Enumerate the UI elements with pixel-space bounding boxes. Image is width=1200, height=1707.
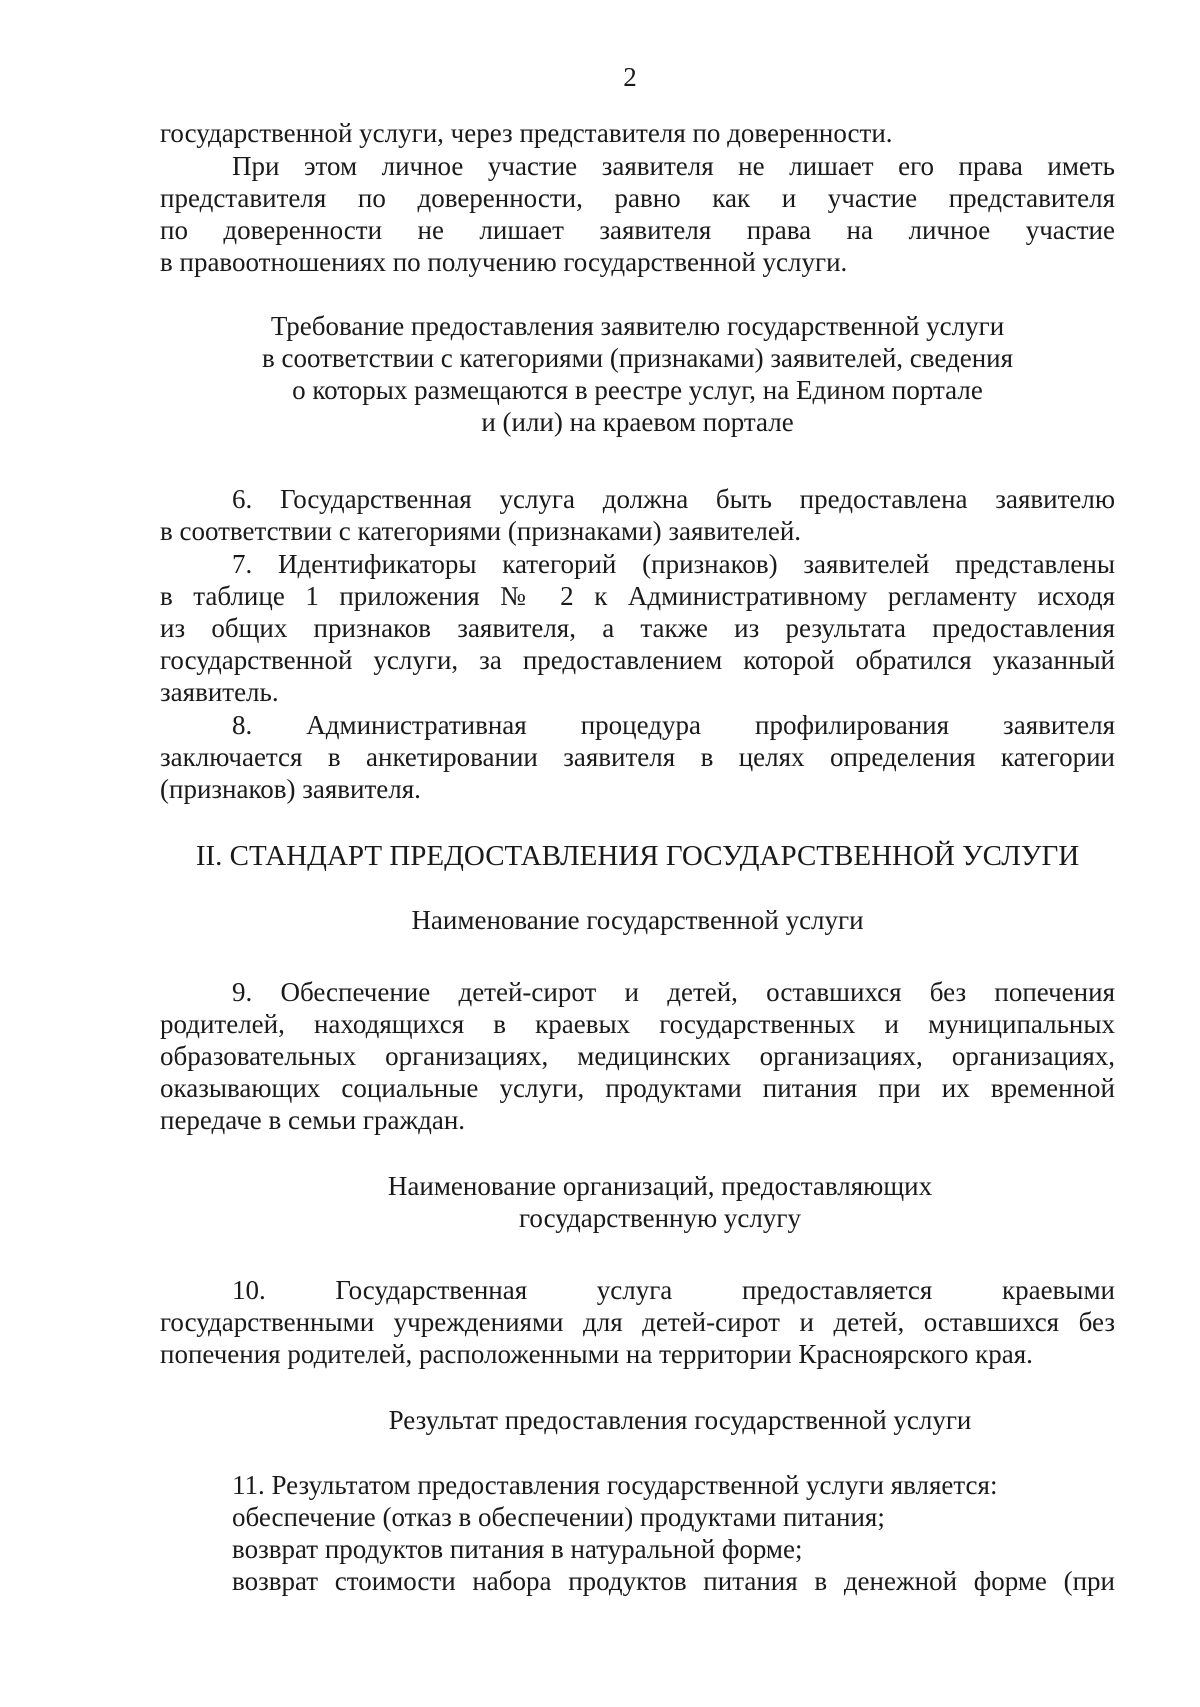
- paragraph-line: в правоотношениях по получению государственной услуги.: [160, 247, 848, 277]
- paragraph-line: государственной услуги, через представителя по доверенности.: [160, 118, 893, 148]
- page-number: 2: [623, 62, 637, 92]
- paragraph-line: возврат продуктов питания в натуральной форме;: [232, 1534, 803, 1564]
- paragraph-line: государственной услуги, за предоставлением которой обратился указанный: [160, 645, 1115, 675]
- paragraph-line: 8. Административная процедура профилирования заявителя: [232, 710, 1115, 740]
- paragraph-line: 7. Идентификаторы категорий (признаков) заявителей представлены: [232, 549, 1115, 579]
- section-heading: государственную услугу: [519, 1203, 801, 1233]
- paragraph-line: 6. Государственная услуга должна быть предоставлена заявителю: [232, 484, 1115, 514]
- paragraph-line: образовательных организациях, медицинских организациях, организациях,: [160, 1041, 1115, 1071]
- paragraph-line: возврат стоимости набора продуктов питания в денежной форме (при: [232, 1566, 1115, 1596]
- paragraph-line: заключается в анкетировании заявителя в целях определения категории: [160, 742, 1115, 772]
- section-heading: в соответствии с категориями (признаками) заявителей, сведения: [261, 343, 1014, 373]
- paragraph-line: передаче в семьи граждан.: [160, 1105, 466, 1135]
- section-heading: Требование предоставления заявителю государственной услуги: [270, 311, 1005, 341]
- paragraph-line: попечения родителей, расположенными на территории Красноярского края.: [160, 1339, 1033, 1369]
- paragraph-line: в соответствии с категориями (признаками) заявителей.: [160, 516, 802, 546]
- chapter-heading: II. СТАНДАРТ ПРЕДОСТАВЛЕНИЯ ГОСУДАРСТВЕННОЙ УСЛУГИ: [195, 840, 1080, 872]
- section-heading: и (или) на краевом портале: [481, 407, 794, 437]
- paragraph-line: государственными учреждениями для детей-сирот и детей, оставшихся без: [160, 1307, 1115, 1337]
- section-heading: Наименование государственной услуги: [411, 905, 864, 935]
- paragraph-line: (признаков) заявителя.: [160, 774, 421, 804]
- paragraph-line: родителей, находящихся в краевых государственных и муниципальных: [160, 1009, 1115, 1039]
- paragraph-line: по доверенности не лишает заявителя права на личное участие: [160, 215, 1115, 245]
- paragraph-line: представителя по доверенности, равно как и участие представителя: [160, 183, 1115, 213]
- paragraph-line: оказывающих социальные услуги, продуктами питания при их временной: [160, 1073, 1115, 1103]
- paragraph-line: 11. Результатом предоставления государственной услуги является:: [232, 1470, 998, 1500]
- paragraph-line: заявитель.: [160, 677, 279, 707]
- section-heading: о которых размещаются в реестре услуг, на Едином портале: [292, 375, 983, 405]
- paragraph-line: 9. Обеспечение детей-сирот и детей, оставшихся без попечения: [232, 977, 1115, 1007]
- paragraph-line: При этом личное участие заявителя не лишает его права иметь: [232, 151, 1115, 181]
- paragraph-line: в таблице 1 приложения № 2 к Административному регламенту исходя: [160, 581, 1115, 611]
- paragraph-line: 10. Государственная услуга предоставляется краевыми: [232, 1275, 1115, 1305]
- section-heading: Результат предоставления государственной услуги: [388, 1405, 972, 1435]
- paragraph-line: обеспечение (отказ в обеспечении) продуктами питания;: [232, 1502, 885, 1532]
- paragraph-line: из общих признаков заявителя, а также из результата предоставления: [160, 613, 1115, 643]
- section-heading: Наименование организаций, предоставляющих: [387, 1171, 933, 1201]
